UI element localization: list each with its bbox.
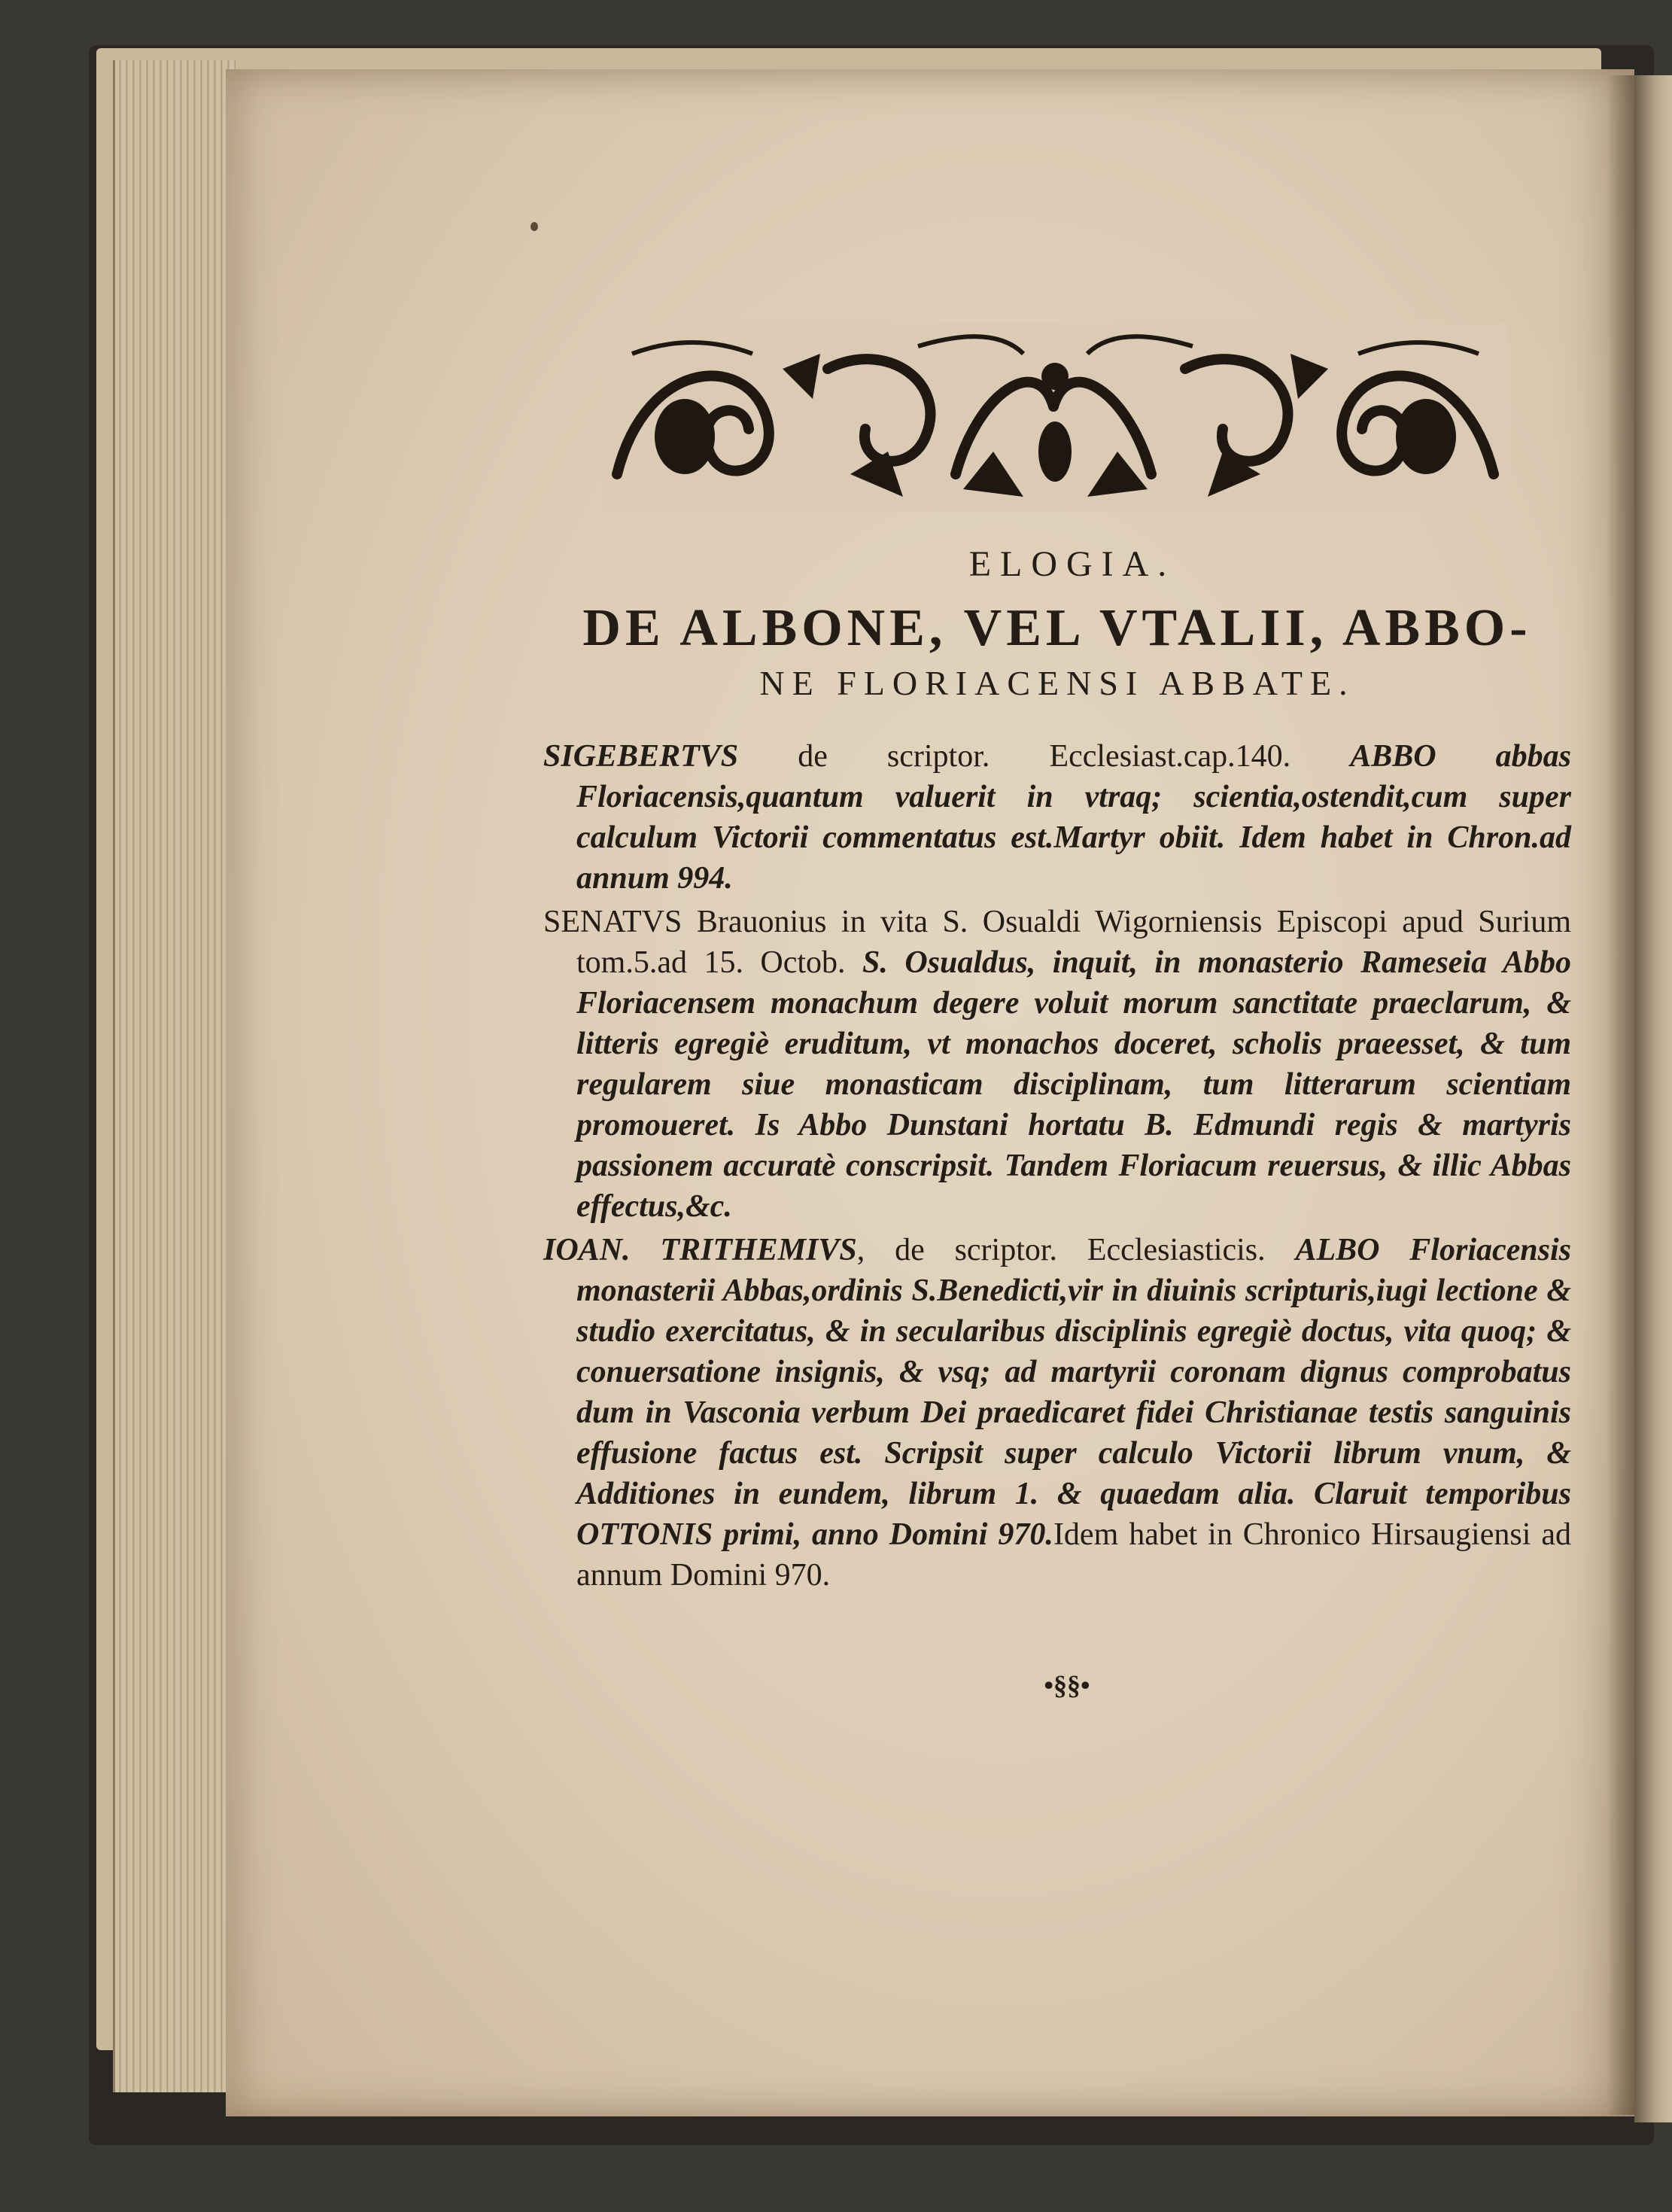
entry-source: de scriptor. Ecclesiast.cap.140. [738, 739, 1351, 774]
entry-source: Brauonius in vita S. Osualdi Wigorniensis Episcopi apud Surium tom.5.ad 15. Octob. [576, 905, 1571, 980]
heading-subtitle: NE FLORIACENSI ABBATE. [759, 664, 1355, 702]
page-stack-edge [113, 60, 236, 2092]
decorative-headpiece-ornament [602, 324, 1509, 512]
entry-sigebertus [543, 736, 1571, 899]
page-blemish [530, 222, 538, 231]
facing-page-edge [1634, 75, 1672, 2122]
page-gutter-shadow [1607, 75, 1637, 2115]
page-text-block [543, 542, 1571, 1599]
entry-quote: ABBO abbas Floriacensis,quantum valuerit in vtraq; scientia,ostendit,cum super calculum Victorii commentatus est.Martyr obiit. Idem habet in Chron.ad annum 994. [576, 739, 1572, 896]
entry-source: , de scriptor. Ecclesiasticis. [856, 1233, 1296, 1267]
entry-quote: ALBO Floriacensis monasterii Abbas,ordinis S.Benedicti,vir in diuinis scripturis,iugi lectione & studio exercitatus, & in secularibus disciplinis egregiè doctus, vita quoq; & conuersatione insignis, & vsq; ad martyrii coronam dignus comprobatus dum in Vasconia verbum Dei praedicaret fidei Christianae testis sanguinis effusione factus est. Scripsit super calculo Victorii librum vnum, & Additiones in eundem, librum 1. & quaedam alia. Claruit temporibus OTTONIS primi, anno Domini 970. [576, 1233, 1571, 1552]
entry-trithemius [543, 1230, 1571, 1596]
entry-author: SENATVS [543, 905, 682, 939]
heading-elogia: ELOGIA. [968, 544, 1176, 584]
entry-tail: Idem habet in Chronico Hirsaugiensi ad annum Domini 970. [576, 1517, 1572, 1593]
entry-quote: S. Osualdus, inquit, in monasterio Rameseia Abbo Floriacensem monachum degere voluit morum sanctitate praeclarum, & litteris egregiè eruditum, vt monachos doceret, scholis praeesset, & tum regularem siue monasticam disciplinam, tum litterarum scientiam promoueret. Is Abbo Dunstani hortatu B. Edmundi regis & martyris passionem accuratè conscripsit. Tandem Floriacum reuersus, & illic Abbas effectus,&c. [576, 945, 1571, 1224]
heading-title: DE ALBONE, VEL VTALII, ABBO- [582, 599, 1532, 657]
entry-author: SIGEBERTVS [543, 739, 739, 774]
entry-author: IOAN. TRITHEMIVS [543, 1233, 857, 1267]
entry-senatus [543, 902, 1571, 1227]
fleuron-ornament: •§§• [1044, 1670, 1090, 1700]
